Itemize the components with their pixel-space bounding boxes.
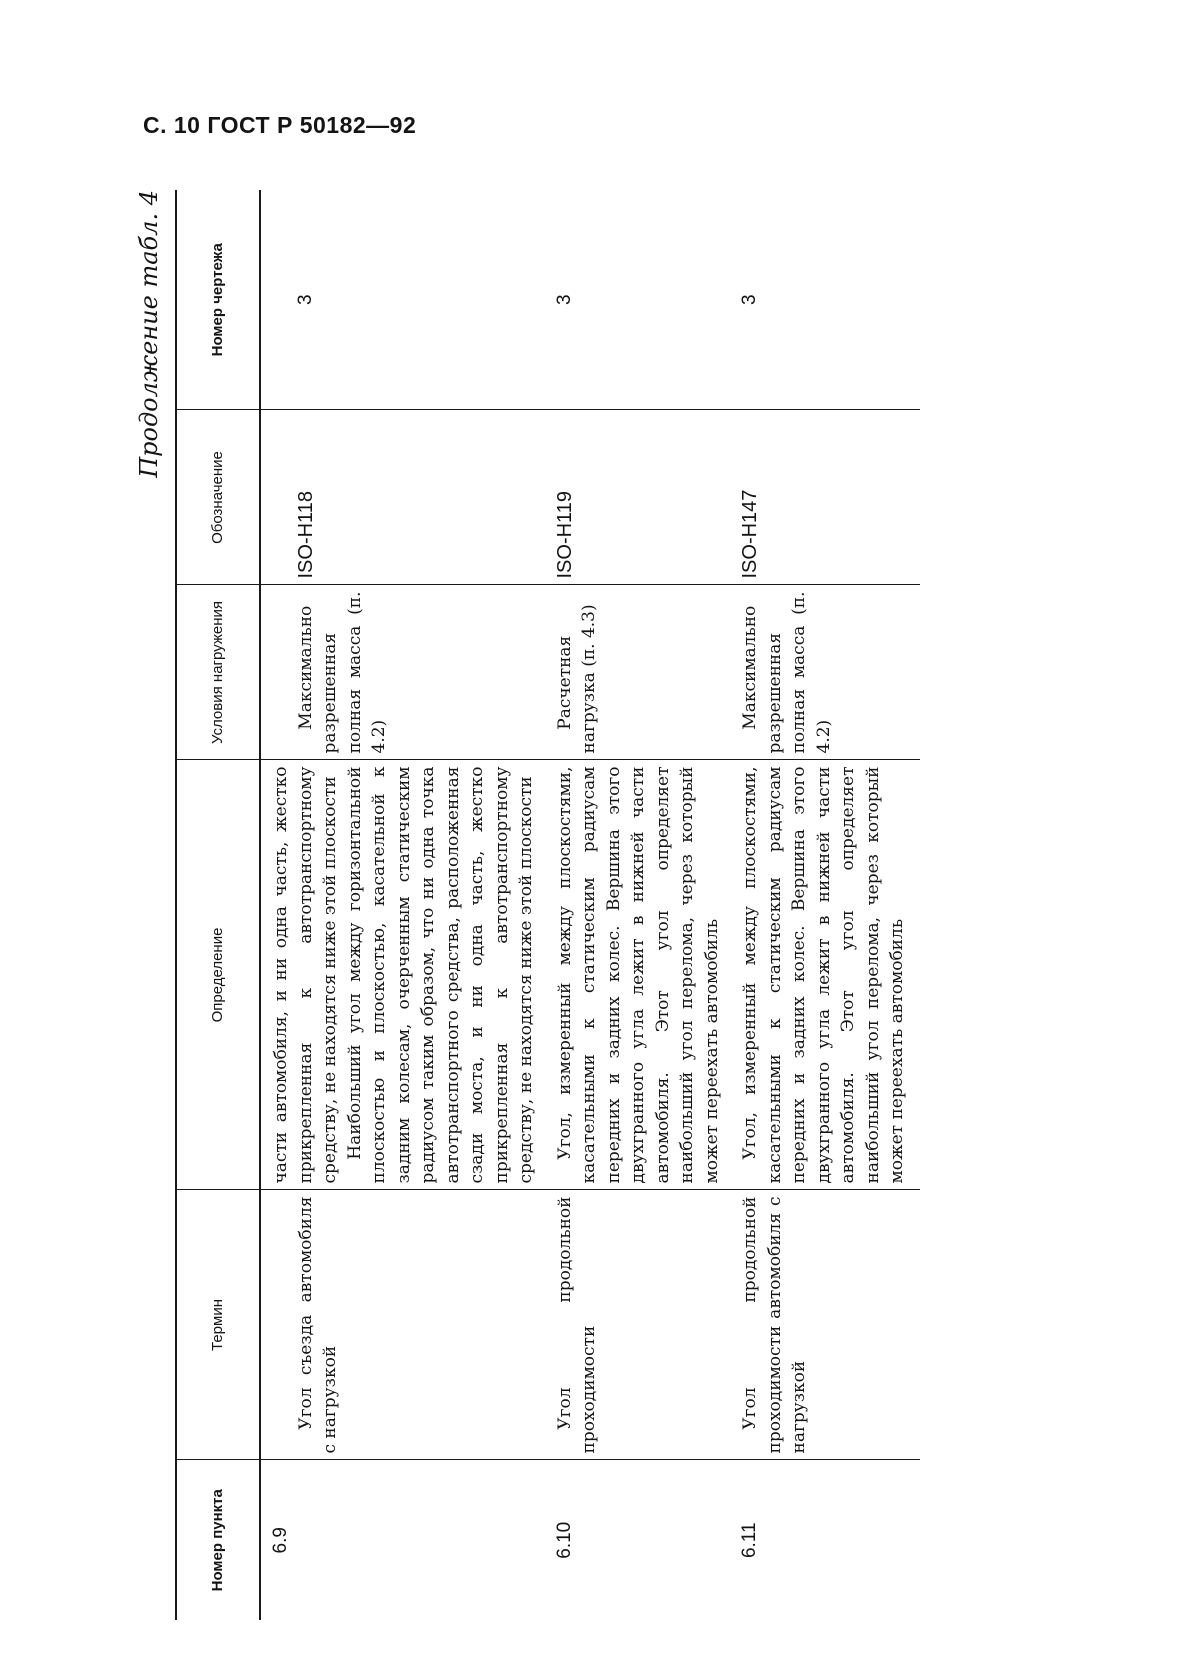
table-row <box>734 190 920 1620</box>
row-load <box>549 585 735 760</box>
col-header-definition: Определение <box>176 760 260 1190</box>
row-term <box>260 1190 549 1460</box>
row-term-text: Угол съезда автомобиля с нагрузкой <box>295 1196 340 1454</box>
row-designation-text: ISO-H118 <box>294 491 317 579</box>
row-term <box>734 1190 920 1460</box>
row-designation <box>260 410 549 585</box>
row-drawing-text: 3 <box>739 294 760 306</box>
row-designation <box>734 410 920 585</box>
row-definition <box>260 760 549 1190</box>
row-load-text: Максимально разрешенная полная масса (п. 4.2) <box>740 591 834 754</box>
row-definition <box>549 760 735 1190</box>
table-header-row <box>176 190 260 1620</box>
row-drawing-text: 3 <box>294 294 316 306</box>
page-title: С. 10 ГОСТ Р 50182—92 <box>143 112 417 138</box>
col-header-term: Термин <box>176 1190 260 1460</box>
row-number: 6.10 <box>553 1521 575 1559</box>
col-header-designation: Обозначение <box>176 410 260 585</box>
table-row <box>260 190 549 1620</box>
row-term-text: Угол продольной проходимости <box>554 1196 599 1454</box>
row-definition-text: Угол, измеренный между плоскостями, касательными к статическим радиусам передних и задних колес. Вершина этого двухгранного угла лежит в нижней части автомобиля. Этот угол определяет наибольший угол перелома, через который может переехать автомобиль <box>740 766 907 1184</box>
row-designation-text: ISO-H147 <box>739 489 761 579</box>
row-load-text: Максимально разрешенная полная масса (п. 4.2) <box>295 591 389 754</box>
row-definition-text: Угол, измеренный между плоскостями, касательными к статическим радиусам передних и задних колес. Вершина этого двухгранного угла лежит в нижней части автомобиля. Этот угол определяет наибольший угол перелома, через который может переехать автомобиль <box>554 766 722 1184</box>
row-definition <box>734 760 920 1190</box>
col-header-number: Номер пункта <box>176 1460 260 1620</box>
row-definition-text: Наибольший угол между горизонтальной плоскостью и плоскостью, касательной к задним колесам, очерченным статическим радиусом таким образом, что ни одна точка автотранспортного средства, расположенная сзади моста, и ни одна часть, жестко прикрепленная к автотранспортному средству, не находятся ниже этой плоскости <box>344 766 536 1184</box>
row-designation-text: ISO-H119 <box>553 491 576 579</box>
row-drawing <box>734 190 920 410</box>
row-load <box>260 585 549 760</box>
row-load <box>734 585 920 760</box>
terms-table <box>175 190 920 1620</box>
table-caption: Продолжение табл. 4 <box>135 190 163 478</box>
row-term-text: Угол продольной проходимости автомобиля с нагрузкой <box>740 1196 809 1454</box>
row-drawing <box>549 190 735 410</box>
row-drawing-text: 3 <box>553 294 575 306</box>
col-header-load: Условия нагружения <box>176 585 260 760</box>
row-drawing <box>260 190 549 410</box>
rotated-table-block <box>135 190 1015 1620</box>
row-load-text: Расчетная нагрузка (п. 4.3) <box>554 604 599 754</box>
table-row <box>549 190 735 1620</box>
row-number: 6.11 <box>739 1522 760 1559</box>
row-designation <box>549 410 735 585</box>
row-term <box>549 1190 735 1460</box>
definition-continuation: части автомобиля, и ни одна часть, жестко прикрепленная к автотранспортному средству, не находятся ниже этой плоскости <box>271 766 340 1184</box>
row-number: 6.9 <box>270 1527 291 1554</box>
col-header-drawing: Номер чертежа <box>176 190 260 410</box>
